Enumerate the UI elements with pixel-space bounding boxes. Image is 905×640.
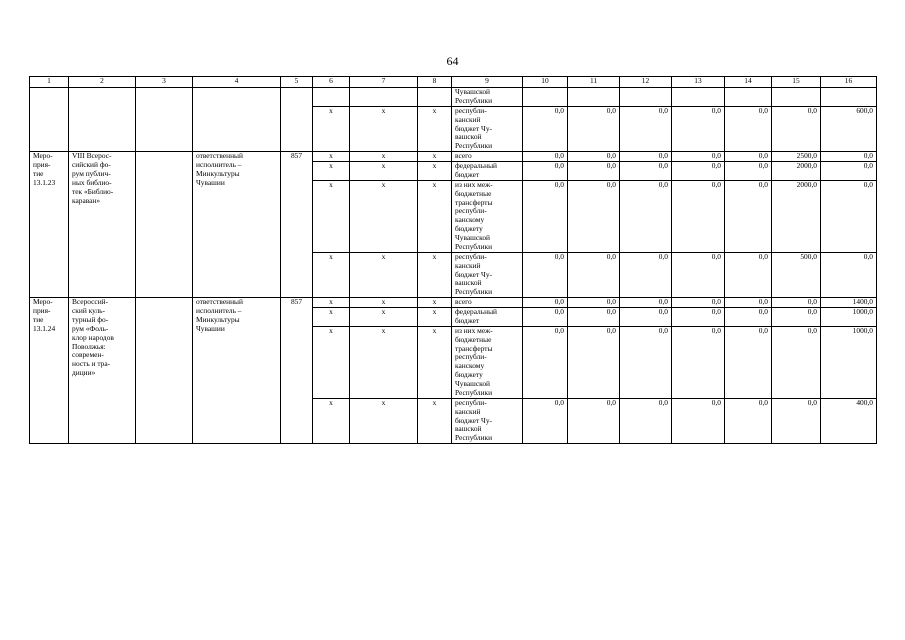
col6-cell: x (313, 162, 350, 181)
amount-cell: 0,0 (772, 298, 821, 308)
col6-cell: x (313, 180, 350, 252)
amount-cell: 2500,0 (772, 152, 821, 162)
col-header: 9 (452, 77, 523, 88)
col8-cell: x (418, 298, 452, 308)
event-code: 857 (281, 152, 313, 298)
amount-cell: 0,0 (523, 308, 568, 327)
amount-cell: 400,0 (821, 398, 877, 443)
col-header: 12 (620, 77, 672, 88)
amount-cell: 0,0 (620, 162, 672, 181)
col7-cell (350, 88, 418, 107)
col7-cell: x (350, 298, 418, 308)
amount-cell: 0,0 (620, 152, 672, 162)
funding-source: федеральный бюджет (452, 162, 523, 181)
col-header: 1 (30, 77, 69, 88)
event-executor: ответственный исполнитель – Минкультуры Чувашии (193, 152, 281, 298)
col-header: 11 (568, 77, 620, 88)
amount-cell: 0,0 (672, 180, 725, 252)
amount-cell: 0,0 (725, 152, 772, 162)
table-row (30, 152, 877, 162)
empty-cell (281, 88, 313, 152)
amount-cell: 0,0 (568, 298, 620, 308)
amount-cell: 0,0 (725, 162, 772, 181)
amount-cell: 1000,0 (821, 326, 877, 398)
amount-cell: 0,0 (725, 180, 772, 252)
amount-cell (620, 88, 672, 107)
amount-cell: 0,0 (568, 326, 620, 398)
col-header: 6 (313, 77, 350, 88)
col6-cell: x (313, 106, 350, 151)
event-code: 857 (281, 298, 313, 444)
amount-cell (725, 88, 772, 107)
col6-cell: x (313, 326, 350, 398)
col-header: 3 (136, 77, 193, 88)
amount-cell (523, 88, 568, 107)
col8-cell: x (418, 252, 452, 297)
empty-cell (136, 88, 193, 152)
amount-cell: 0,0 (821, 252, 877, 297)
col-header: 14 (725, 77, 772, 88)
amount-cell: 1400,0 (821, 298, 877, 308)
table-row (30, 88, 877, 107)
amount-cell: 0,0 (568, 152, 620, 162)
col6-cell (313, 88, 350, 107)
col7-cell: x (350, 106, 418, 151)
funding-source: из них меж- бюджетные трансферты республи- канскому бюджету Чувашской Республики (452, 326, 523, 398)
col8-cell: x (418, 152, 452, 162)
amount-cell: 0,0 (620, 106, 672, 151)
empty-cell (30, 88, 69, 152)
col8-cell: x (418, 308, 452, 327)
col-header: 2 (69, 77, 136, 88)
amount-cell: 2000,0 (772, 180, 821, 252)
col7-cell: x (350, 308, 418, 327)
amount-cell: 0,0 (725, 398, 772, 443)
header-row (30, 77, 877, 88)
amount-cell (821, 88, 877, 107)
col7-cell: x (350, 326, 418, 398)
col-header: 15 (772, 77, 821, 88)
amount-cell: 0,0 (821, 180, 877, 252)
amount-cell: 0,0 (523, 298, 568, 308)
col8-cell: x (418, 106, 452, 151)
amount-cell: 0,0 (821, 162, 877, 181)
col7-cell: x (350, 252, 418, 297)
amount-cell (772, 88, 821, 107)
amount-cell: 0,0 (725, 298, 772, 308)
empty-cell (193, 88, 281, 152)
col7-cell: x (350, 180, 418, 252)
amount-cell: 0,0 (620, 180, 672, 252)
event-executor: ответственный исполнитель – Минкультуры Чувашии (193, 298, 281, 444)
amount-cell: 0,0 (821, 152, 877, 162)
funding-source: из них меж- бюджетные трансферты республи- канскому бюджету Чувашской Республики (452, 180, 523, 252)
col8-cell: x (418, 180, 452, 252)
event-label: Меро- прия- тие 13.1.24 (30, 298, 69, 444)
amount-cell: 0,0 (672, 162, 725, 181)
col6-cell: x (313, 398, 350, 443)
col-header: 16 (821, 77, 877, 88)
funding-source: республи- канский бюджет Чу- вашской Республики (452, 252, 523, 297)
amount-cell: 0,0 (620, 326, 672, 398)
amount-cell: 0,0 (568, 252, 620, 297)
event-name: Всероссий- ский куль- турный фо- рум «Фоль- клор народов Поволжья: современ- ность и тра- диции» (69, 298, 136, 444)
amount-cell: 0,0 (568, 308, 620, 327)
amount-cell: 600,0 (821, 106, 877, 151)
amount-cell: 0,0 (672, 308, 725, 327)
funding-source: всего (452, 152, 523, 162)
amount-cell: 0,0 (620, 298, 672, 308)
amount-cell: 0,0 (620, 398, 672, 443)
amount-cell: 0,0 (568, 180, 620, 252)
col7-cell: x (350, 398, 418, 443)
event-label: Меро- прия- тие 13.1.23 (30, 152, 69, 298)
amount-cell: 0,0 (772, 398, 821, 443)
amount-cell: 0,0 (672, 152, 725, 162)
funding-source: республи- канский бюджет Чу- вашской Республики (452, 398, 523, 443)
amount-cell: 0,0 (725, 326, 772, 398)
col8-cell: x (418, 162, 452, 181)
col6-cell: x (313, 298, 350, 308)
empty-cell (69, 88, 136, 152)
amount-cell: 0,0 (725, 252, 772, 297)
amount-cell: 0,0 (672, 298, 725, 308)
amount-cell: 0,0 (725, 308, 772, 327)
amount-cell: 0,0 (523, 326, 568, 398)
col6-cell: x (313, 252, 350, 297)
event-name: VIII Всерос- сийский фо- рум публич- ных библио- тек «Библио- караван» (69, 152, 136, 298)
amount-cell: 0,0 (725, 106, 772, 151)
amount-cell: 500,0 (772, 252, 821, 297)
funding-source: федеральный бюджет (452, 308, 523, 327)
amount-cell: 0,0 (672, 326, 725, 398)
table-row (30, 298, 877, 308)
amount-cell: 0,0 (772, 106, 821, 151)
col6-cell: x (313, 152, 350, 162)
amount-cell: 0,0 (568, 398, 620, 443)
amount-cell: 2000,0 (772, 162, 821, 181)
col8-cell: x (418, 398, 452, 443)
amount-cell: 0,0 (672, 252, 725, 297)
page-number: 64 (446, 54, 459, 68)
col7-cell: x (350, 162, 418, 181)
col-header: 7 (350, 77, 418, 88)
budget-table (29, 76, 877, 444)
col-header: 8 (418, 77, 452, 88)
col-header: 5 (281, 77, 313, 88)
event-col3 (136, 298, 193, 444)
event-col3 (136, 152, 193, 298)
col-header: 10 (523, 77, 568, 88)
col7-cell: x (350, 152, 418, 162)
amount-cell: 0,0 (523, 106, 568, 151)
amount-cell: 0,0 (523, 162, 568, 181)
amount-cell: 0,0 (620, 252, 672, 297)
amount-cell: 0,0 (523, 152, 568, 162)
funding-source: Чувашской Республики (452, 88, 523, 107)
amount-cell (568, 88, 620, 107)
amount-cell: 0,0 (568, 106, 620, 151)
amount-cell: 0,0 (523, 180, 568, 252)
amount-cell: 0,0 (772, 308, 821, 327)
amount-cell (672, 88, 725, 107)
amount-cell: 0,0 (523, 252, 568, 297)
funding-source: всего (452, 298, 523, 308)
col6-cell: x (313, 308, 350, 327)
col-header: 13 (672, 77, 725, 88)
col-header: 4 (193, 77, 281, 88)
amount-cell: 0,0 (672, 106, 725, 151)
amount-cell: 0,0 (523, 398, 568, 443)
amount-cell: 0,0 (620, 308, 672, 327)
col8-cell (418, 88, 452, 107)
funding-source: республи- канский бюджет Чу- вашской Республики (452, 106, 523, 151)
amount-cell: 1000,0 (821, 308, 877, 327)
amount-cell: 0,0 (568, 162, 620, 181)
amount-cell: 0,0 (672, 398, 725, 443)
col8-cell: x (418, 326, 452, 398)
amount-cell: 0,0 (772, 326, 821, 398)
